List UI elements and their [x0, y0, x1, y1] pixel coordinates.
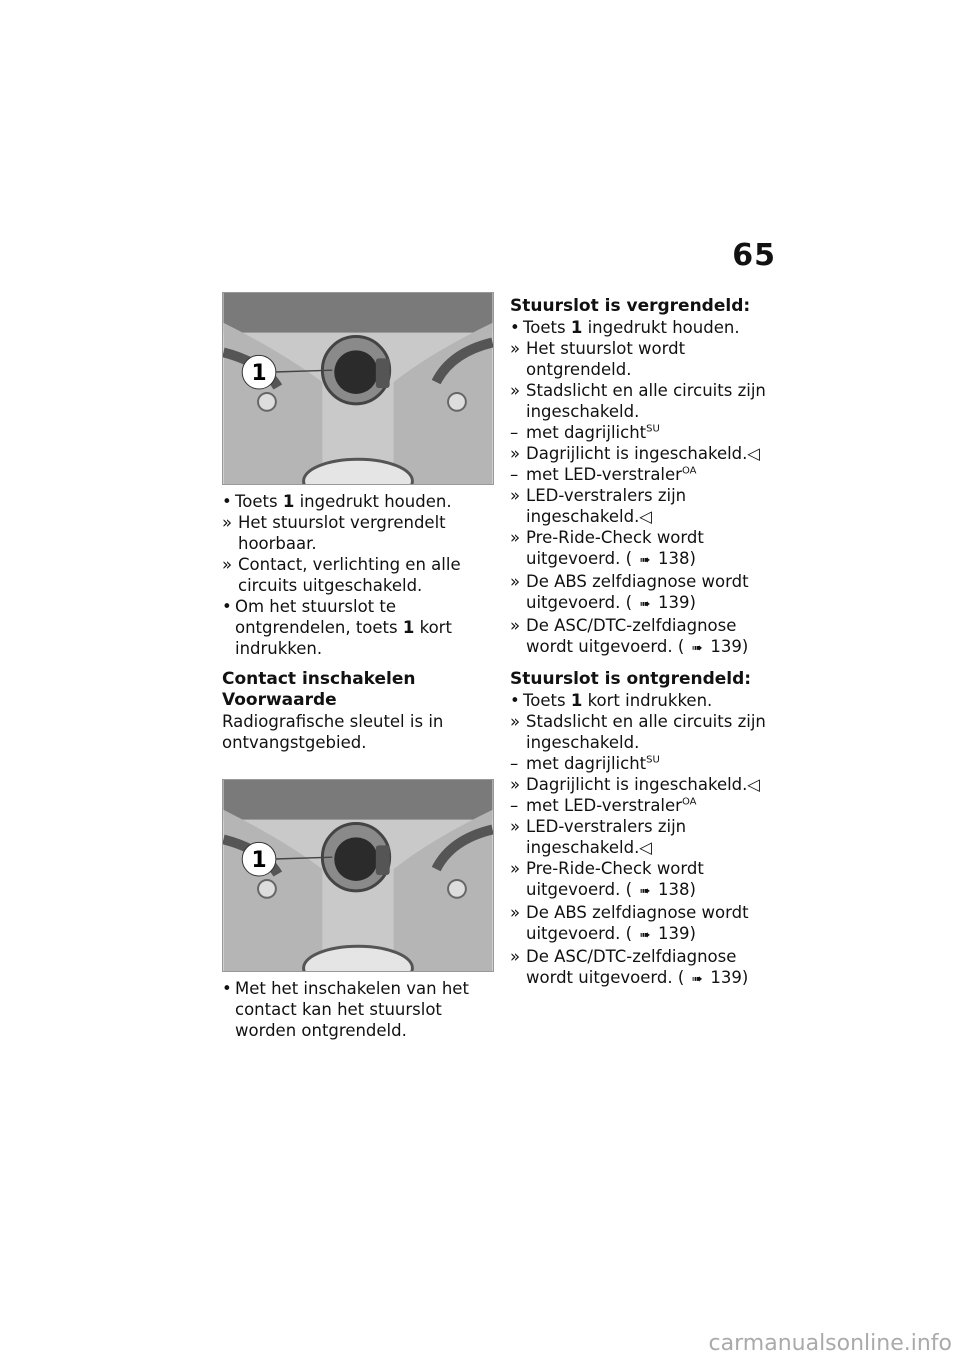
item-text: met LED-verstraler — [526, 465, 682, 484]
result-marker: » — [510, 817, 521, 836]
page-ref[interactable]: 139) — [658, 593, 696, 612]
result-item — [510, 527, 782, 571]
item-text: Stadslicht en alle circuits zijn ingeschakeld. — [526, 381, 766, 421]
item-text: De ASC/DTC-zelfdiagnose wordt uitgevoerd. ( — [526, 616, 737, 656]
page-ref[interactable]: 139) — [658, 924, 696, 943]
item-text: De ABS zelfdiagnose wordt uitgevoerd. ( — [526, 572, 749, 612]
result-item — [222, 554, 494, 596]
callout-1: 1 — [251, 361, 267, 387]
condition-marker: – — [510, 423, 519, 442]
key-reference: 1 — [282, 492, 295, 511]
bullet-marker: • — [222, 979, 232, 998]
condition-item — [510, 422, 782, 443]
page-ref-arrow-icon: ➠ — [691, 972, 703, 987]
ignition-switch-illustration-2 — [223, 780, 493, 971]
result-marker: » — [510, 903, 521, 922]
result-item — [510, 443, 782, 464]
item-text-rest: kort indrukken. — [235, 618, 452, 658]
item-text-rest: kort indrukken. — [582, 691, 713, 710]
voorwaarde-text: Radiografische sleutel is in ontvangstgebied. — [222, 712, 444, 752]
watermark: carmanualsonline.info — [708, 1331, 952, 1356]
bullet-marker: • — [510, 318, 520, 337]
result-item — [510, 774, 782, 795]
item-text-rest: ingedrukt houden. — [582, 318, 740, 337]
item-text: met dagrijlicht — [526, 754, 647, 773]
item-text: LED-verstralers zijn ingeschakeld.◁ — [526, 817, 687, 857]
instruction-step — [510, 690, 782, 711]
result-item — [510, 485, 782, 527]
condition-item — [510, 795, 782, 816]
result-item — [510, 816, 782, 858]
item-text: met dagrijlicht — [526, 423, 647, 442]
result-marker: » — [510, 616, 521, 635]
key-reference: 1 — [570, 318, 583, 337]
condition-item — [510, 464, 782, 485]
ignition-photo-2 — [222, 779, 494, 972]
result-marker: » — [510, 486, 521, 505]
result-marker: » — [510, 528, 521, 547]
ignition-switch-illustration — [223, 293, 493, 484]
item-text: met LED-verstraler — [526, 796, 682, 815]
item-text: Toets — [523, 691, 571, 710]
bullet-marker: • — [222, 492, 232, 511]
result-marker: » — [510, 712, 521, 731]
item-text: LED-verstralers zijn ingeschakeld.◁ — [526, 486, 687, 526]
result-marker: » — [510, 859, 521, 878]
option-code: SU — [646, 423, 660, 435]
condition-item — [510, 753, 782, 774]
page-number: 65 — [732, 238, 776, 273]
item-text: Stadslicht en alle circuits zijn ingeschakeld. — [526, 712, 766, 752]
result-marker: » — [222, 513, 233, 532]
item-text: Pre-Ride-Check wordt uitgevoerd. ( — [526, 528, 704, 568]
page-ref-arrow-icon: ➠ — [639, 597, 651, 612]
result-item — [510, 946, 782, 990]
ignition-photo-1 — [222, 292, 494, 485]
result-item — [510, 338, 782, 380]
result-marker: » — [510, 444, 521, 463]
heading-contact-inschakelen: Contact inschakelen — [222, 669, 416, 689]
key-reference: 1 — [570, 691, 583, 710]
item-text: Dagrijlicht is ingeschakeld.◁ — [526, 775, 761, 794]
left-list-1 — [222, 491, 494, 659]
page-ref-arrow-icon: ➠ — [691, 641, 703, 656]
right-list-unlocked — [510, 690, 782, 990]
right-column — [510, 296, 782, 990]
result-item — [510, 615, 782, 659]
bullet-marker: • — [222, 597, 232, 616]
item-text: Om het stuurslot te ontgrendelen, toets — [235, 597, 403, 637]
item-text: Het stuurslot vergrendelt hoorbaar. — [238, 513, 446, 553]
option-code: OA — [681, 465, 697, 477]
item-text: Dagrijlicht is ingeschakeld.◁ — [526, 444, 761, 463]
instruction-step — [222, 978, 494, 1041]
instruction-step — [510, 317, 782, 338]
result-marker: » — [222, 555, 233, 574]
result-item — [510, 858, 782, 902]
option-code: SU — [646, 754, 660, 766]
item-text: De ASC/DTC-zelfdiagnose wordt uitgevoerd. ( — [526, 947, 737, 987]
heading-voorwaarde: Voorwaarde — [222, 690, 337, 710]
left-column — [222, 292, 494, 1041]
item-text: Met het inschakelen van het contact kan het stuurslot worden ontgrendeld. — [235, 979, 469, 1040]
instruction-step — [222, 491, 494, 512]
item-text: De ABS zelfdiagnose wordt uitgevoerd. ( — [526, 903, 749, 943]
left-list-2 — [222, 978, 494, 1041]
item-text: Het stuurslot wordt ontgrendeld. — [526, 339, 686, 379]
result-marker: » — [510, 339, 521, 358]
item-text: Toets — [235, 492, 283, 511]
condition-marker: – — [510, 754, 519, 773]
result-item — [510, 380, 782, 422]
instruction-step — [222, 596, 494, 659]
page-ref-arrow-icon: ➠ — [639, 553, 651, 568]
item-text: Contact, verlichting en alle circuits uitgeschakeld. — [238, 555, 461, 595]
heading-stuurslot-ontgrendeld: Stuurslot is ontgrendeld: — [510, 669, 752, 689]
bullet-marker: • — [510, 691, 520, 710]
result-marker: » — [510, 381, 521, 400]
condition-marker: – — [510, 796, 519, 815]
page-ref[interactable]: 138) — [658, 880, 696, 899]
result-item — [222, 512, 494, 554]
callout-1b: 1 — [251, 848, 267, 874]
page-ref[interactable]: 139) — [710, 637, 749, 656]
result-item — [510, 711, 782, 753]
item-text: Pre-Ride-Check wordt uitgevoerd. ( — [526, 859, 704, 899]
page-ref-arrow-icon: ➠ — [639, 928, 651, 943]
result-marker: » — [510, 947, 521, 966]
right-list-locked — [510, 317, 782, 659]
heading-stuurslot-vergrendeld: Stuurslot is vergrendeld: — [510, 296, 751, 316]
result-marker: » — [510, 572, 521, 591]
item-text: Toets — [523, 318, 571, 337]
item-text-rest: ingedrukt houden. — [294, 492, 452, 511]
option-code: OA — [681, 796, 697, 808]
result-item — [510, 902, 782, 946]
page-ref-arrow-icon: ➠ — [639, 884, 651, 899]
result-item — [510, 571, 782, 615]
key-reference: 1 — [402, 618, 415, 637]
page-ref[interactable]: 139) — [710, 968, 749, 987]
result-marker: » — [510, 775, 521, 794]
condition-marker: – — [510, 465, 519, 484]
page-ref[interactable]: 138) — [658, 549, 696, 568]
